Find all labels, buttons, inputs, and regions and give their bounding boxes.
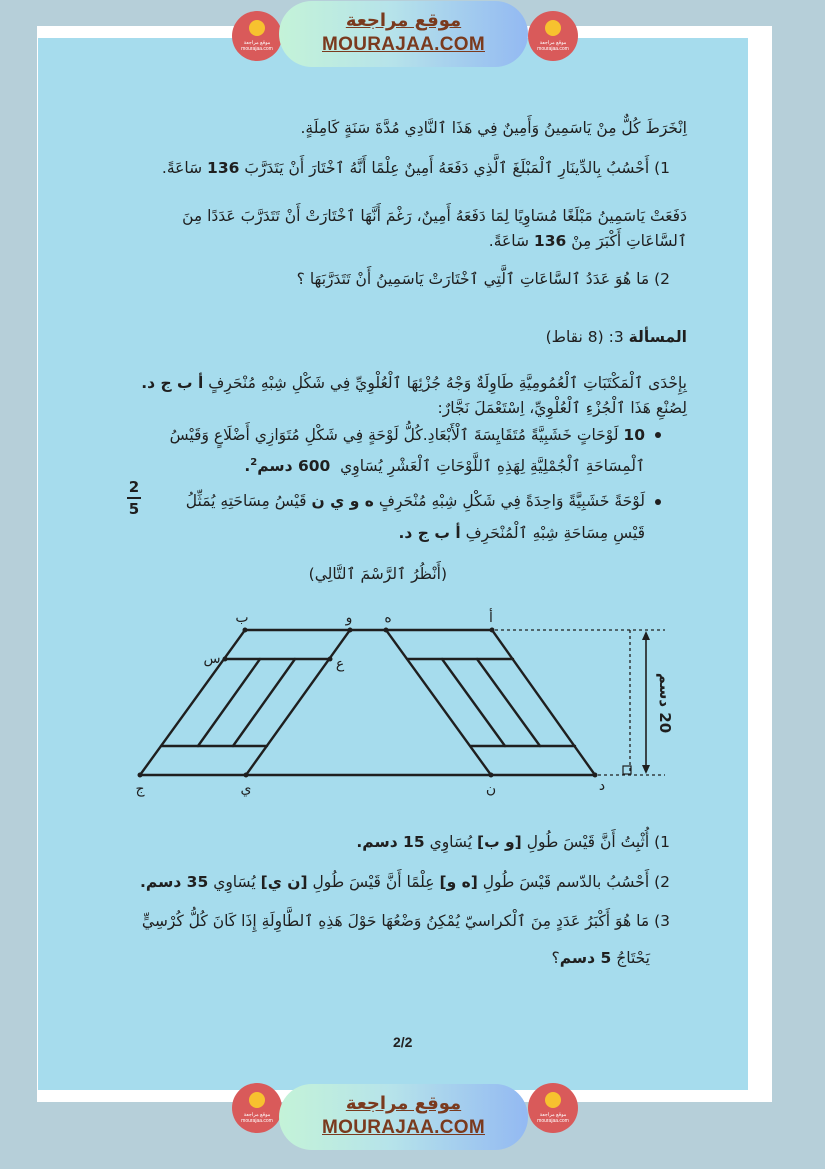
problem-line-1: بِإِحْدَى ٱلْمَكْتَبَاتِ ٱلْعُمُومِيَّةِ طَاوِلَةٌ وَجْهُ جُزْئِهَا ٱلْعُلْوِيِّ فِي شَكْلِ شِبْهِ مُنْحَرِفٍ أ ب ج د. (141, 374, 687, 392)
label-s: س (203, 651, 221, 667)
badge-text-ar: موقع مراجعة (539, 1112, 567, 1118)
badge-text-en: mourajaa.com (537, 46, 569, 52)
question-1: 1) أَحْسُبُ بِالدِّينَارِ ٱلْمَبْلَغَ ٱلَّذِي دَفَعَهُ أَمِينٌ عِلْمًا أَنَّهُ ٱخْتَارَ أَنْ يَتَدَرَّبَ 136 سَاعَةً. (161, 159, 670, 177)
label-e: ع (335, 656, 345, 672)
label-h: ه (384, 610, 392, 626)
watermark-banner-top[interactable] (279, 1, 528, 67)
bullet-2-line-2: قَيْسِ مِسَاحَةِ شِبْهِ ٱلْمُنْحَرِفِ أ ب ج د. (398, 524, 645, 542)
page-number: 2/2 (393, 1034, 413, 1050)
watermark-arabic: موقع مراجعة (345, 10, 462, 31)
bullet-1-line-1: 10 لَوْحَاتٍ خَشَبِيَّةً مُتَقَايِسَةَ ٱلْأَبْعَادِ.كُلُّ لَوْحَةٍ فِي شَكْلِ مُتَوَازِي أَضْلَاعٍ وَقَيْسُ (169, 426, 645, 444)
watermark-banner-bottom[interactable] (279, 1084, 528, 1150)
problem3-question-3-line-2: يَحْتَاجُ 5 دسم؟ (551, 949, 650, 967)
bullet-icon (655, 432, 661, 438)
problem-line-2: لِصُنْعِ هَذَا ٱلْجُزْءِ ٱلْعُلْوِيِّ، اِسْتَعْمَلَ نَجَّارٌ: (437, 399, 687, 417)
bullet-1-line-2: ٱلْمِسَاحَةِ ٱلْجُمْلِيَّةِ لِهَذِهِ ٱللَّوْحَاتِ ٱلْعَشْرِ يُسَاوِي 600 دسم$^2$. (244, 457, 645, 476)
badge-text-ar: موقع مراجعة (243, 40, 271, 46)
watermark-arabic: موقع مراجعة (345, 1093, 462, 1114)
bullet-icon (655, 499, 661, 505)
problem3-question-3-line-1: 3) مَا هُوَ أَكْبَرُ عَدَدٍ مِنَ ٱلْكراسيّ يُمْكِنُ وَضْعُهَا حَوْلَ هَذِهِ ٱلطَّاوِلَةِ إِذَا كَانَ كُلُّ كُرْسِيٍّ (141, 912, 670, 930)
badge-text-en: mourajaa.com (537, 1118, 569, 1124)
badge-text-ar: موقع مراجعة (539, 40, 567, 46)
see-figure-caption: (أَنْظُرُ ٱلرَّسْمَ ٱلتَّالِي) (308, 565, 447, 583)
label-w: و (345, 610, 353, 626)
bullet-2-line-1: لَوْحَةً خَشَبِيَّةً وَاحِدَةً فِي شَكْلِ شِبْهِ مُنْحَرِفٍ ه و ي ن قَيْسُ مِسَاحَتِهِ يُمَثِّلُ (185, 492, 645, 510)
watermark-badge-right (528, 11, 578, 61)
watermark-latin: MOURAJAA.COM (322, 1117, 485, 1138)
question-2: 2) مَا هُوَ عَدَدُ ٱلسَّاعَاتِ ٱلَّتِي ٱخْتَارَتْ يَاسَمِينُ أَنْ تَتَدَرَّبَهَا ؟ (296, 270, 670, 288)
intro-line: اِنْخَرَطَ كُلٌّ مِنْ يَاسَمِينُ وَأَمِينٌ فِي هَذَا ٱلنَّادِي مُدَّةَ سَنَةٍ كَامِلَةٍ. (300, 119, 687, 137)
logo-icon (249, 1092, 265, 1108)
paragraph-line-2: ٱلسَّاعَاتِ أَكْبَرَ مِنْ 136 سَاعَةً. (488, 232, 687, 250)
badge-text-ar: موقع مراجعة (243, 1112, 271, 1118)
label-c: ج (135, 781, 145, 797)
label-a: أ (489, 610, 493, 626)
watermark-latin: MOURAJAA.COM (322, 34, 485, 55)
label-b: ب (235, 610, 249, 626)
badge-text-en: mourajaa.com (241, 46, 273, 52)
problem3-question-1: 1) أُثْبِتُ أَنَّ قَيْسَ طُولِ [و ب] يُسَاوِي 15 دسم. (356, 833, 670, 851)
height-label: 20 دسم (656, 672, 674, 734)
badge-text-en: mourajaa.com (241, 1118, 273, 1124)
label-n: ن (485, 781, 497, 797)
paragraph-line-1: دَفَعَتْ يَاسَمِينُ مَبْلَغًا مُسَاوِيًا لِمَا دَفَعَهُ أَمِينٌ، رَغْمَ أَنَّهَا ٱخْتَارَتْ أَنْ تَتَدَرَّبَ عَدَدًا مِنَ (182, 207, 687, 225)
logo-icon (545, 20, 561, 36)
watermark-badge-left-bottom (232, 1083, 282, 1133)
label-y: ي (240, 781, 252, 797)
watermark-badge-right-bottom (528, 1083, 578, 1133)
label-d: د (598, 778, 606, 794)
logo-icon (545, 1092, 561, 1108)
problem3-question-2: 2) أَحْسُبُ بالدّسم قَيْسَ طُولِ [ه و] عِلْمًا أَنَّ قَيْسَ طُولِ [ن ي] يُسَاوِي 35 دسم. (140, 873, 670, 891)
watermark-badge-left (232, 11, 282, 61)
fraction-two-fifths: 2 5 (128, 478, 140, 518)
problem-title: المسألة 3: (8 نقاط) (545, 328, 687, 346)
logo-icon (249, 20, 265, 36)
